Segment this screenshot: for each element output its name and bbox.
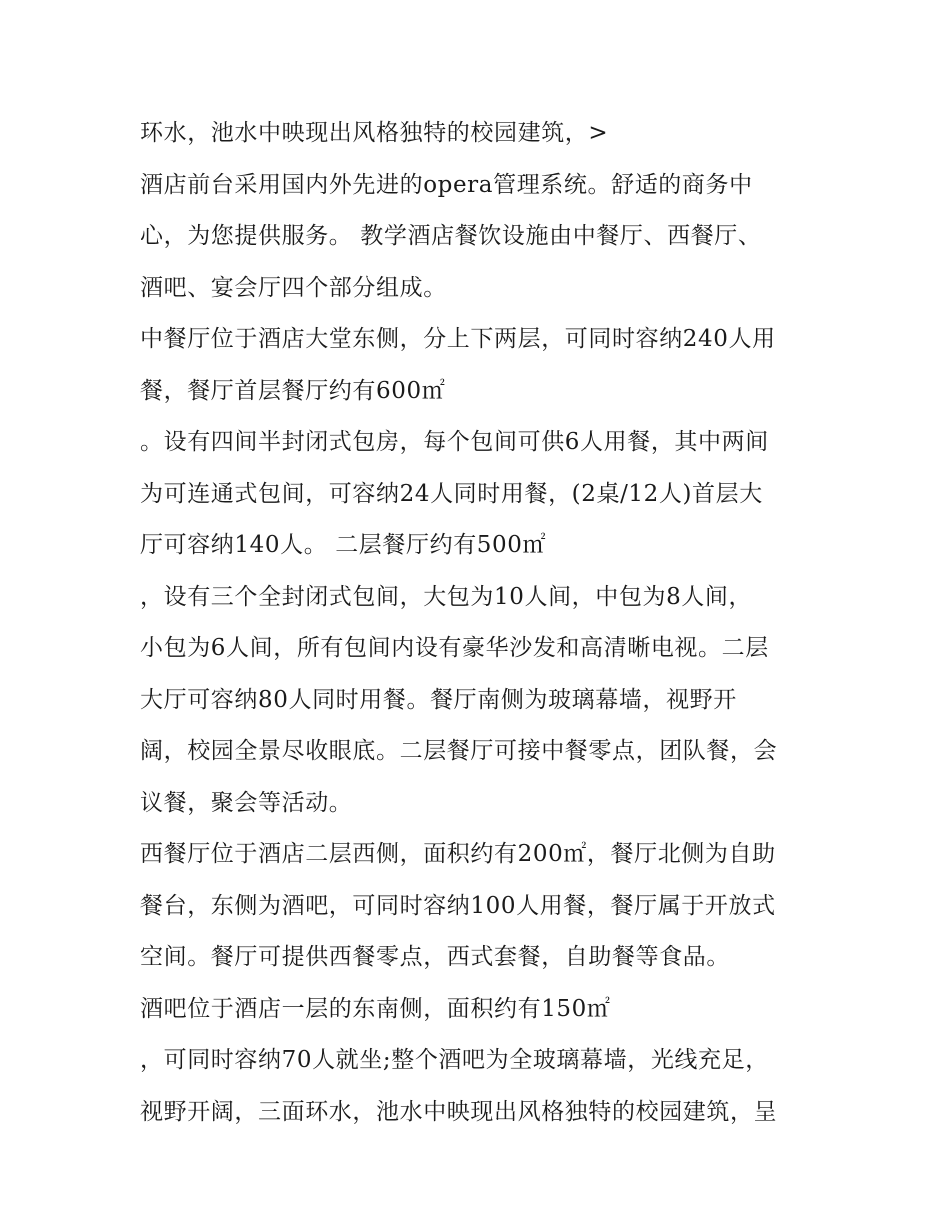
text-line-4: 酒吧、宴会厅四个部分组成。 — [140, 274, 447, 301]
text-line-17: 空间。餐厅可提供西餐零点，西式套餐，自助餐等食品。 — [140, 944, 730, 970]
text-line-8: 为可连通式包间，可容纳24人同时用餐，(2桌/12人)首层大 — [140, 480, 763, 507]
text-line-10: ，设有三个全封闭式包间，大包为10人间，中包为8人间， — [140, 583, 753, 610]
text-line-2: 酒店前台采用国内外先进的opera管理系统。舒适的商务中 — [140, 171, 753, 198]
text-line-1: 环水，池水中映现出风格独特的校园建筑，> — [140, 120, 609, 146]
text-line-12: 大厅可容纳80人同时用餐。餐厅南侧为玻璃幕墙，视野开 — [140, 686, 737, 713]
text-line-14: 议餐，聚会等活动。 — [140, 789, 353, 816]
text-line-9: 厅可容纳140人。 二层餐厅约有500㎡ — [140, 532, 547, 558]
text-line-19: ，可同时容纳70人就坐;整个酒吧为全玻璃幕墙，光线充足， — [140, 1047, 769, 1073]
text-line-13: 阔，校园全景尽收眼底。二层餐厅可接中餐零点，团队餐，会 — [140, 738, 778, 764]
body-text — [140, 108, 820, 1138]
text-line-18: 酒吧位于酒店一层的东南侧，面积约有150㎡ — [140, 995, 611, 1022]
text-line-3: 心，为您提供服务。 教学酒店餐饮设施由中餐厅、西餐厅、 — [140, 223, 762, 249]
text-line-15: 西餐厅位于酒店二层西侧，面积约有200㎡，餐厅北侧为自助 — [140, 841, 776, 867]
text-line-11: 小包为6人间，所有包间内设有豪华沙发和高清晰电视。二层 — [140, 635, 769, 661]
text-line-6: 餐，餐厅首层餐厅约有600㎡ — [140, 377, 446, 404]
text-line-5: 中餐厅位于酒店大堂东侧，分上下两层，可同时容纳240人用 — [140, 326, 776, 352]
text-line-7: 。设有四间半封闭式包房，每个包间可供6人用餐，其中两间 — [140, 429, 769, 455]
text-line-20: 视野开阔，三面环水，池水中映现出风格独特的校园建筑，呈 — [140, 1098, 778, 1125]
text-line-16: 餐台，东侧为酒吧，可同时容纳100人用餐，餐厅属于开放式 — [140, 892, 776, 919]
